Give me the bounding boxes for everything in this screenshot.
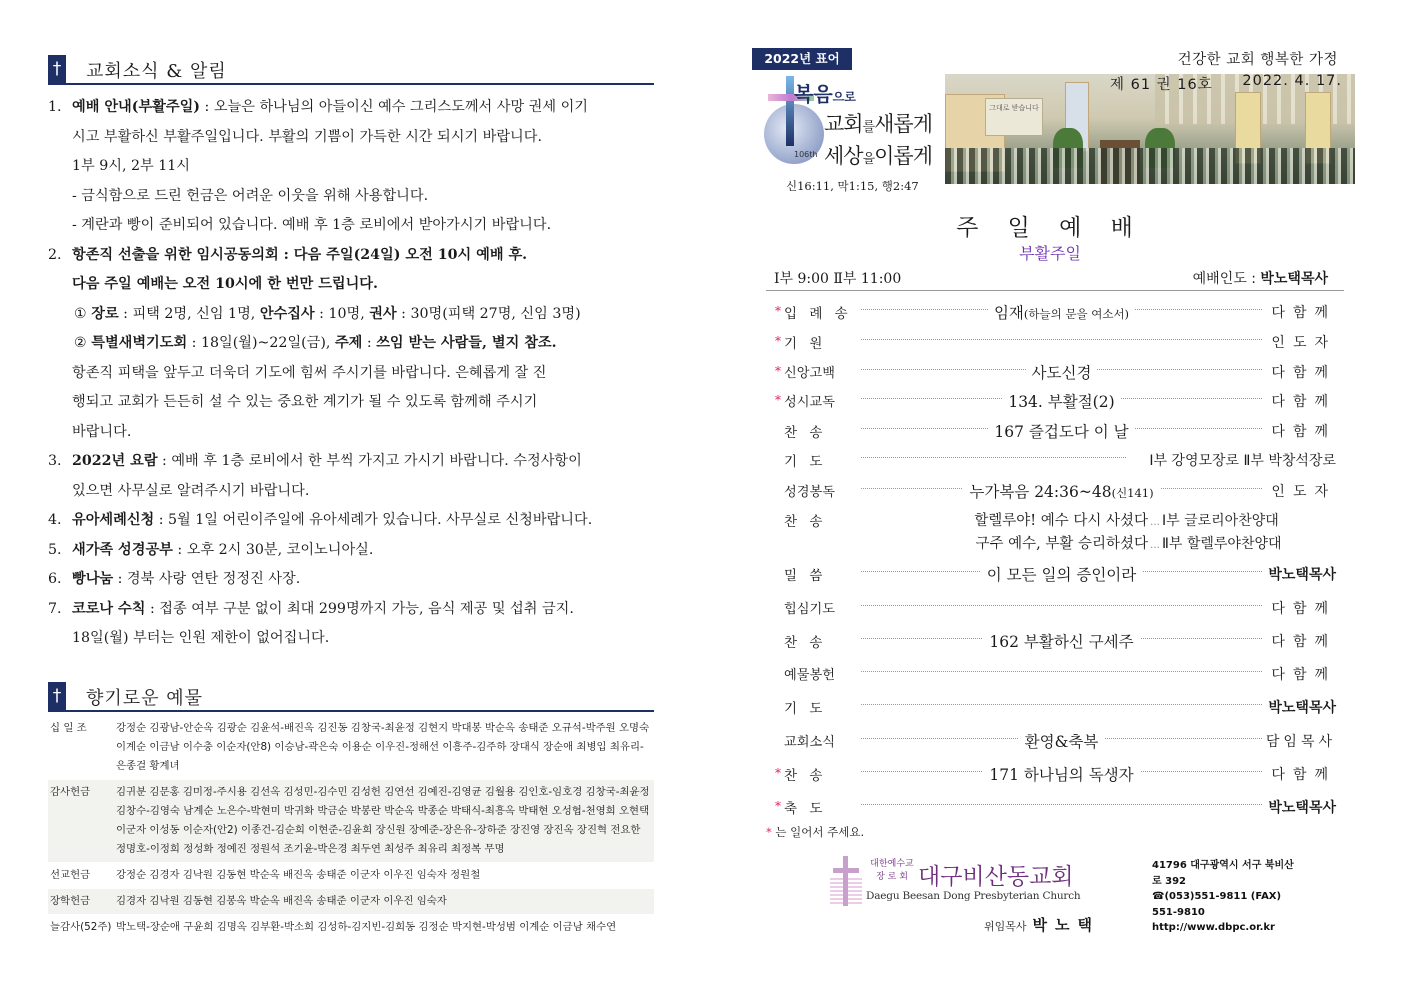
worship-item-title: 사도신경 xyxy=(861,361,1262,383)
standing-star-icon: * xyxy=(775,799,781,813)
news-line: 바랍니다. xyxy=(72,423,132,440)
standing-star-icon: * xyxy=(775,393,781,407)
left-column xyxy=(48,52,654,941)
worship-item-name: 신앙고백 xyxy=(784,366,835,381)
worship-item xyxy=(766,758,1346,791)
worship-item xyxy=(766,504,1346,558)
worship-item-leader: 다함께 xyxy=(1271,365,1336,381)
worship-item-leader: 박노택목사 xyxy=(1268,800,1336,816)
slogan-line-1: 복음으로 xyxy=(794,82,856,106)
worship-item-name: 성시교독 xyxy=(784,395,835,410)
gift-row xyxy=(48,716,654,780)
worship-item-leader: 인도자 xyxy=(1271,335,1336,351)
gift-row xyxy=(48,914,654,940)
cross-icon: † xyxy=(48,55,66,83)
worship-item-name: 기 도 xyxy=(784,701,827,717)
choir-anthem: 구주 예수, 부활 승리하셨다 … Ⅱ부 할렐루야찬양대 xyxy=(975,536,1282,552)
order-of-worship xyxy=(766,296,1346,824)
worship-item-leader: 다함께 xyxy=(1271,767,1336,783)
worship-item xyxy=(766,475,1346,504)
cross-icon: † xyxy=(48,682,66,710)
cross-bar-icon xyxy=(786,76,794,146)
news-line: ① 장로 : 피택 2명, 신임 1명, 안수집사 : 10명, 권사 : 30명(피택 27명, 신임 3명) xyxy=(74,305,581,322)
worship-item-title: 171 하나님의 독생자 xyxy=(861,763,1262,785)
news-line: 있으면 사무실로 알려주시기 바랍니다. xyxy=(72,482,310,499)
worship-item-leader: 다함께 xyxy=(1271,634,1336,650)
church-name: 대구비산동교회 xyxy=(918,864,1074,890)
worship-item-leader: 박노택목사 xyxy=(1268,567,1336,583)
service-leader: 예배인도 : 박노택목사 xyxy=(1192,271,1328,287)
gift-names: 강정순 김광남-안순옥 김광순 김윤석-배진옥 김진동 김창국-최윤정 김현지 박대봉 박순옥 송태준 오규석-박주원 오명숙 이계순 이금남 이수충 이순자(안8) 이승남-곽은숙 이용순 이우진-정해선 이흥주-김주하 장대식 장순애 최병입 최유리-은종걸 황계녀 xyxy=(116,721,650,772)
gift-names: 박노택-장순애 구윤희 김명옥 김부환-박소희 김성하-김지빈-김희동 김정순 박지현-박성범 이계순 이금남 채수연 xyxy=(116,920,617,933)
standing-star-icon: * xyxy=(775,766,781,780)
gift-row xyxy=(48,888,654,914)
denomination: 대한예수교 장 로 회 xyxy=(870,859,914,882)
slogan-verses: 신16:11, 막1:15, 행2:47 xyxy=(786,179,919,193)
church-url[interactable]: http://www.dbpc.or.kr xyxy=(1152,922,1275,933)
worship-item-name: 찬 송 xyxy=(784,768,827,784)
worship-item-title: 이 모든 일의 증인이라 xyxy=(861,563,1262,585)
issue-date: 2022. 4. 17. xyxy=(1242,73,1342,89)
gift-category: 늘감사(52주) xyxy=(50,920,112,933)
worship-item-title: 167 즐겁도다 이 날 xyxy=(861,420,1262,442)
news-line: 2. 항존직 선출을 위한 임시공동의회 : 다음 주일(24일) 오전 10시 예배 후. xyxy=(48,246,528,263)
gifts-title: 향기로운 예물 xyxy=(86,687,204,709)
worship-item xyxy=(766,592,1346,625)
worship-item-leader: 다함께 xyxy=(1271,424,1336,440)
news-line: - 금식함으로 드린 헌금은 어려운 이웃을 위해 사용합니다. xyxy=(72,187,429,204)
news-line: 시고 부활하신 부활주일입니다. 부활의 기쁨이 가득한 시간 되시기 바랍니다. xyxy=(72,128,542,145)
worship-item xyxy=(766,558,1346,592)
standing-note: * 는 일어서 주세요. xyxy=(766,825,865,839)
worship-item-title: 환영&축복 xyxy=(861,730,1262,752)
news-line: 다음 주일 예배는 오전 10시에 한 번만 드립니다. xyxy=(72,276,378,292)
gifts-table xyxy=(48,716,654,941)
worship-item-leader: 다함께 xyxy=(1271,601,1336,617)
church-contact xyxy=(1152,858,1300,936)
worship-item xyxy=(766,296,1346,326)
worship-item-title: 임재(하늘의 문을 여소서) xyxy=(861,301,1262,323)
worship-item-name: 찬 송 xyxy=(784,514,827,530)
news-line: 1. 예배 안내(부활주일) : 오늘은 하나님의 아들이신 예수 그리스도께서 사망 권세 이기 xyxy=(48,99,589,115)
church-motto: 건강한 교회 행복한 가정 xyxy=(1177,52,1338,68)
photo-screen: 그대로 받습니다 xyxy=(985,98,1043,136)
worship-item-name: 기 도 xyxy=(784,454,827,470)
worship-item-name: 예물봉헌 xyxy=(784,668,835,683)
gift-row xyxy=(48,862,654,888)
news-line: 4. 유아세례신청 : 5월 1일 어린이주일에 유아세례가 있습니다. 사무실로 신청바랍니다. xyxy=(48,512,593,528)
news-line: 항존직 피택을 앞두고 더욱더 기도에 힘써 주시기를 바랍니다. 은혜롭게 잘 진 xyxy=(72,364,547,381)
gift-names: 김경자 김낙원 김동현 김봉옥 박순옥 배진옥 송태준 이군자 이우진 임숙자 xyxy=(114,888,654,914)
worship-item xyxy=(766,691,1346,725)
slogan-line-2: 교회를새롭게 xyxy=(824,112,932,136)
worship-item-leader: 다함께 xyxy=(1271,667,1336,683)
service-title: 주 일 예 배 xyxy=(956,215,1144,241)
worship-item-leader: 다함께 xyxy=(1271,394,1336,410)
news-list xyxy=(48,93,654,654)
news-line: 6. 빵나눔 : 경북 사랑 연탄 정정진 사장. xyxy=(48,571,301,587)
worship-item-name: 찬 송 xyxy=(784,635,827,651)
worship-item xyxy=(766,385,1346,415)
worship-item-title: 134. 부활절(2) xyxy=(861,390,1262,412)
worship-item-leader: 담임목사 xyxy=(1265,734,1336,750)
worship-item-leader: Ⅰ부 강영모장로 Ⅱ부 박창석장로 xyxy=(1149,453,1336,469)
worship-item-title: 누가복음 24:36~48(신141) xyxy=(861,480,1262,502)
gift-category: 장학헌금 xyxy=(48,888,114,914)
worship-item-leader: 박노택목사 xyxy=(1268,700,1336,716)
year-badge: 2022년 표어 xyxy=(752,48,852,70)
news-line: 7. 코로나 수칙 : 접종 여부 구분 없이 최대 299명까지 가능, 음식 제공 및 섭취 금지. xyxy=(48,600,574,617)
choir-anthem: 할렐루야! 예수 다시 사셨다 … Ⅰ부 글로리아찬양대 xyxy=(974,513,1279,529)
news-header xyxy=(48,52,654,85)
standing-star-icon: * xyxy=(775,334,781,348)
worship-item-name: 기 원 xyxy=(784,336,827,352)
church-phone: ☎(053)551-9811 (FAX) 551-9810 xyxy=(1152,891,1282,918)
worship-item-leader: 인도자 xyxy=(1271,484,1336,500)
news-line: ② 특별새벽기도회 : 18일(월)~22일(금), 주제 : 쓰임 받는 사람들, 별지 참조. xyxy=(74,335,557,351)
church-english-name: Daegu Beesan Dong Presbyterian Church xyxy=(866,890,1081,902)
service-subtitle: 부활주일 xyxy=(1019,244,1081,263)
church-cross-logo xyxy=(830,856,862,906)
news-line: 3. 2022년 요람 : 예배 후 1층 로비에서 한 부씩 가지고 가시기 바랍니다. 수정사항이 xyxy=(48,453,582,469)
worship-item-name: 밀 씀 xyxy=(784,568,827,584)
gift-category: 십 일 조 xyxy=(50,721,87,734)
senior-pastor: 위임목사 박노택 xyxy=(984,916,1100,934)
church-address: 41796 대구광역시 서구 북비산로 392 xyxy=(1152,860,1294,887)
news-line: 행되고 교회가 든든히 설 수 있는 중요한 계기가 될 수 있도록 함께해 주시기 xyxy=(72,394,538,410)
worship-item xyxy=(766,658,1346,691)
worship-item-title: 162 부활하신 구세주 xyxy=(861,630,1262,652)
worship-item-name: 힙심기도 xyxy=(784,602,835,617)
standing-star-icon: * xyxy=(775,304,781,318)
gift-row xyxy=(48,779,654,862)
worship-item xyxy=(766,415,1346,444)
slogan-logo xyxy=(764,76,944,194)
issue-number: 제 61 권 16호 xyxy=(1110,77,1213,93)
gift-names: 김귀분 김문홍 김미정-주시용 김선옥 김성민-김수민 김성헌 김연선 김예진-김영균 김월용 김인호-임호경 김창국-최윤정 김창수-김영숙 남계순 노은수-박현미 박귀화 박금순 박봉란 박순옥 박종순 박태식-최흥옥 박태현 오성협-천영희 오현택 이군자 이성동 이순자(안2) 이종건-김순희 이현준-김윤희 장신원 장예준-장은유-장하준 장진영 장진옥 장진혁 전요한 정명호-이정희 정성화 정예진 정원석 조기윤-박은경 최두연 최성주 최유리 최정복 무명 xyxy=(114,779,654,862)
worship-item-name: 교회소식 xyxy=(784,735,835,750)
news-title: 교회소식 & 알림 xyxy=(86,61,227,82)
worship-item xyxy=(766,791,1346,824)
news-line: - 계란과 빵이 준비되어 있습니다. 예배 후 1층 로비에서 받아가시기 바랍니다. xyxy=(72,217,552,233)
worship-item xyxy=(766,356,1346,385)
worship-item xyxy=(766,444,1346,475)
slogan-year: 106th xyxy=(794,150,818,159)
worship-item-name: 입 례 송 xyxy=(784,306,852,322)
service-times: Ⅰ부 9:00 Ⅱ부 11:00 xyxy=(774,271,902,287)
news-line: 5. 새가족 성경공부 : 오후 2시 30분, 코이노니아실. xyxy=(48,541,374,558)
worship-item xyxy=(766,625,1346,658)
gift-category: 감사헌금 xyxy=(48,779,114,862)
standing-star-icon: * xyxy=(775,364,781,378)
news-line: 18일(월) 부터는 인원 제한이 없어집니다. xyxy=(72,630,330,646)
news-line: 1부 9시, 2부 11시 xyxy=(72,158,190,174)
worship-item-name: 축 도 xyxy=(784,801,827,817)
gift-names: 강정순 김경자 김낙원 김동현 박순옥 배진옥 송태준 이군자 이우진 임숙자 정원철 xyxy=(116,868,481,881)
divider xyxy=(766,290,1344,291)
worship-item xyxy=(766,725,1346,758)
worship-item xyxy=(766,326,1346,356)
worship-item-name: 성경봉독 xyxy=(784,485,835,500)
slogan-line-3: 세상을이롭게 xyxy=(824,144,932,168)
worship-item-name: 찬 송 xyxy=(784,425,827,441)
worship-item-leader: 다함께 xyxy=(1271,305,1336,321)
gifts-header xyxy=(48,679,654,712)
gift-category: 선교헌금 xyxy=(50,868,91,881)
